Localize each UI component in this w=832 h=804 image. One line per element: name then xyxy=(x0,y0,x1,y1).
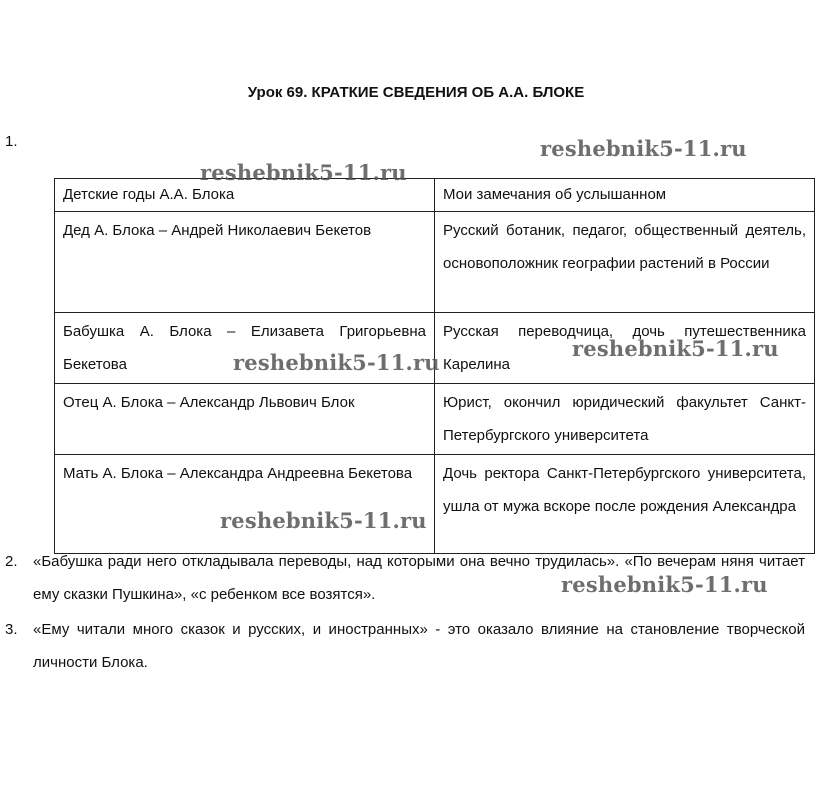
answer-paragraph-2: «Бабушка ради него откладывала переводы, над которыми она вечно трудилась». «По вечерам няня читает ему сказки Пушкина», «с ребенком все возятся». xyxy=(33,553,805,603)
item-number-2: 2. xyxy=(5,553,18,570)
table-cell: Бабушка А. Блока – Елизавета Григорьевна Бекетова xyxy=(55,313,435,384)
table-cell: Юрист, окончил юридический факультет Санкт-Петербургского университета xyxy=(435,384,815,455)
watermark: reshebnik5-11.ru xyxy=(233,350,440,375)
table-row xyxy=(55,212,815,313)
table-cell: Дочь ректора Санкт-Петербургского университета, ушла от мужа вскоре после рождения Александра xyxy=(435,455,815,554)
watermark: reshebnik5-11.ru xyxy=(200,160,407,185)
table-row xyxy=(55,455,815,554)
table-cell: Русский ботаник, педагог, общественный деятель, основоположник географии растений в России xyxy=(435,212,815,313)
item-number-1: 1. xyxy=(5,133,18,150)
answer-paragraph-3: «Ему читали много сказок и русских, и иностранных» - это оказало влияние на становление творческой личности Блока. xyxy=(33,621,805,671)
table-header-row xyxy=(55,179,815,212)
watermark: reshebnik5-11.ru xyxy=(540,136,747,161)
table-row xyxy=(55,384,815,455)
watermark: reshebnik5-11.ru xyxy=(561,572,768,597)
watermark: reshebnik5-11.ru xyxy=(220,508,427,533)
table-cell: Отец А. Блока – Александр Львович Блок xyxy=(55,384,435,455)
page-title: Урок 69. КРАТКИЕ СВЕДЕНИЯ ОБ А.А. БЛОКЕ xyxy=(247,84,585,101)
table-header-cell: Мои замечания об услышанном xyxy=(435,179,815,212)
item-number-3: 3. xyxy=(5,621,18,638)
table-cell: Мать А. Блока – Александра Андреевна Бекетова xyxy=(55,455,435,554)
table-header-cell: Детские годы А.А. Блока xyxy=(55,179,435,212)
table-cell: Русская переводчица, дочь путешественника Карелина xyxy=(435,313,815,384)
table-cell: Дед А. Блока – Андрей Николаевич Бекетов xyxy=(55,212,435,313)
watermark: reshebnik5-11.ru xyxy=(572,336,779,361)
